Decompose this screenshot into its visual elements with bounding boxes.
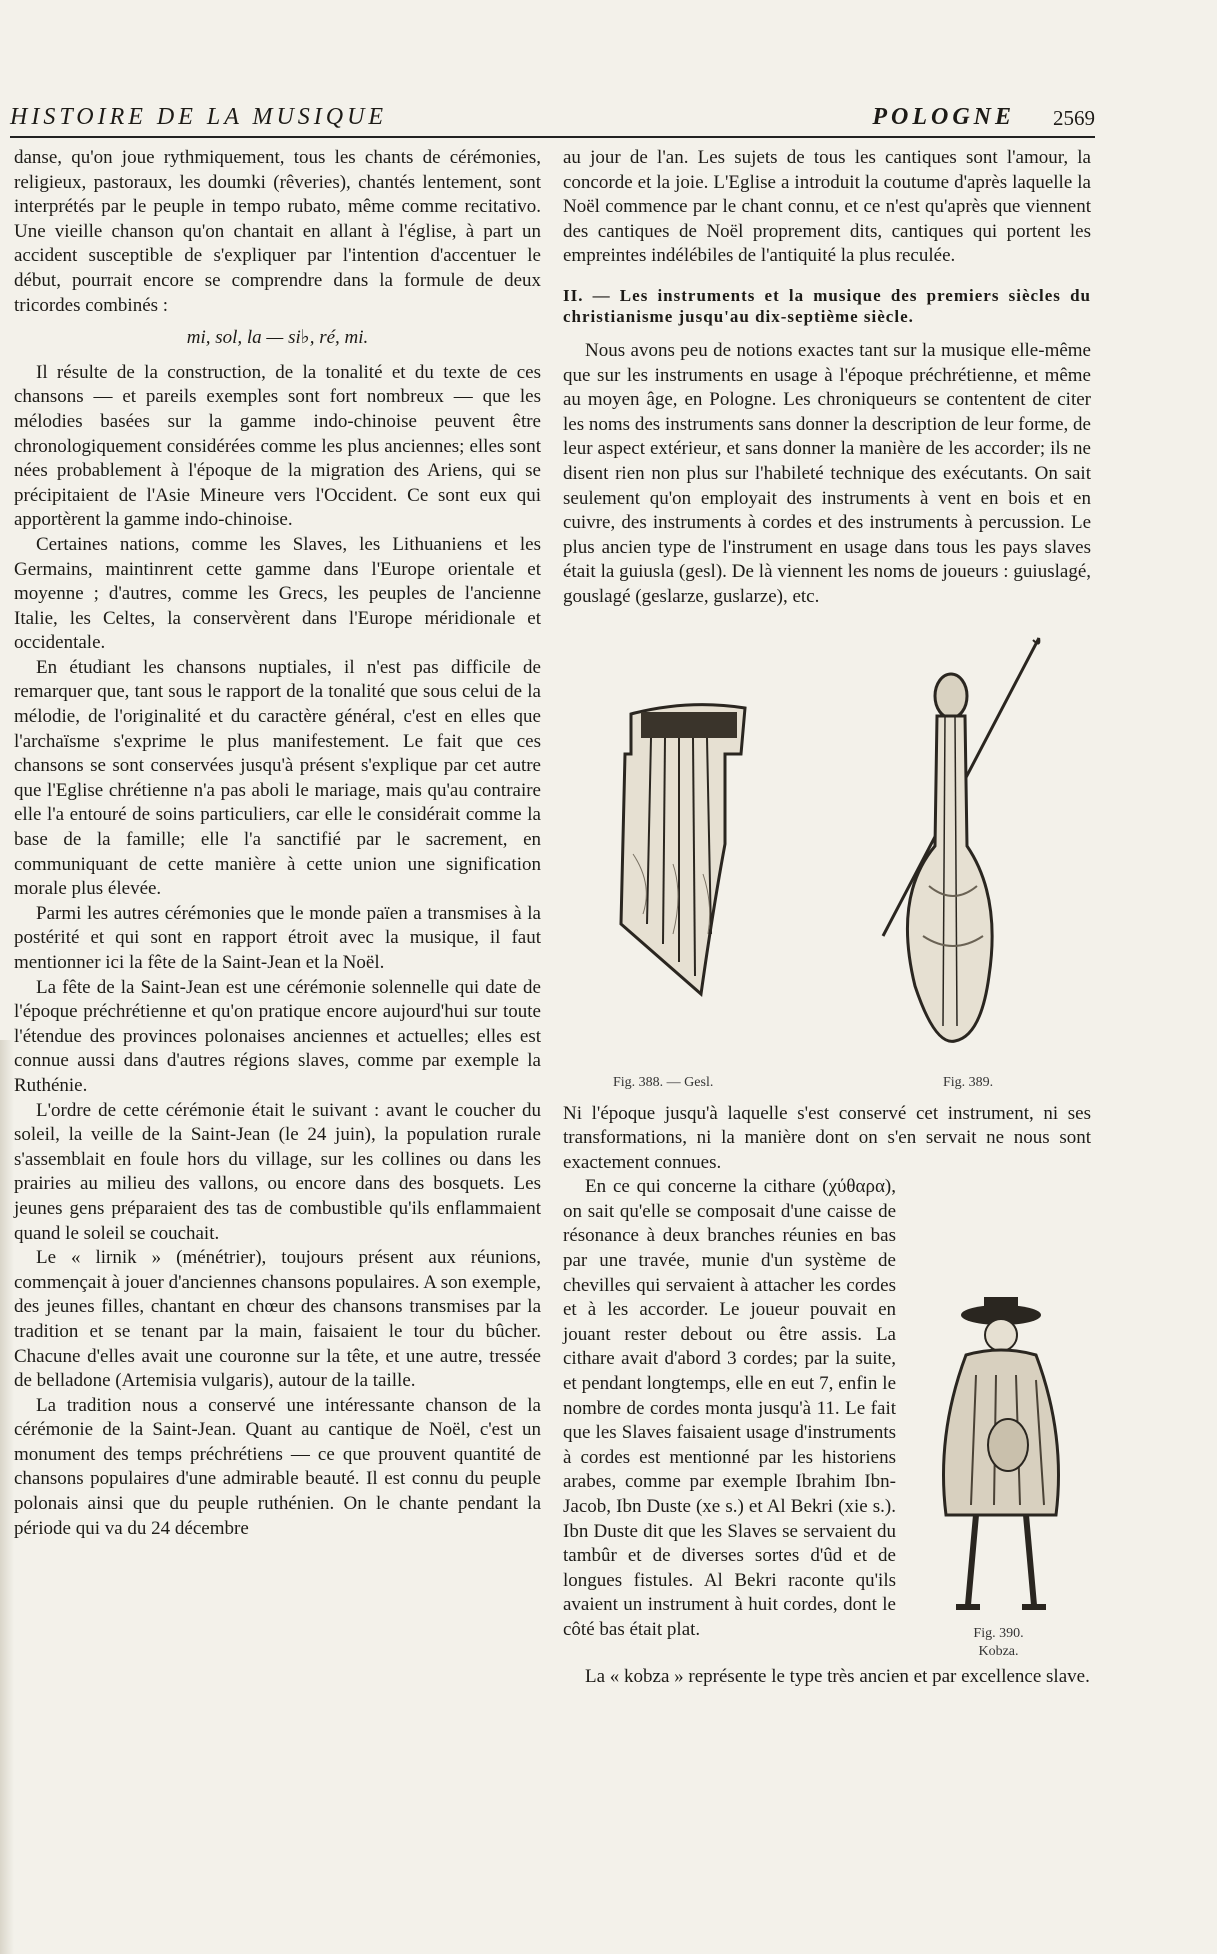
kobza-player-illustration [906, 1285, 1081, 1625]
gesl-illustration [613, 694, 763, 1004]
running-title: HISTOIRE DE LA MUSIQUE [10, 104, 388, 130]
figures-gesl [563, 616, 1091, 1096]
paragraph: Nous avons peu de notions exactes tant sur la musique elle-même que sur les instruments en usage à l'époque préchrétienne, et même au moyen âge, en Pologne. Les chroniqueurs se contentent de citer les noms des instruments sans donner la description de leur forme, de leur aspect extérieur, et sans donner la manière de les accorder; ils ne disent rien non plus sur l'habileté technique des exécutants. On sait seulement qu'on employait des instruments à vent en bois et en cuivre, des instruments à cordes et des instruments à percussion. Le plus ancien type de l'instrument en usage dans tous les pays slaves était la guiusla (gesl). De là viennent les noms de joueurs : guiuslagé, gouslagé (geslarze, guslarze), etc. [563, 339, 1091, 607]
paragraph: En étudiant les chansons nuptiales, il n'est pas difficile de remarquer que, tant sous le rapport de la tonalité que sous celui de la mélodie, de l'originalité et du caractère général, c'est en elles que l'archaïsme s'exprime le plus manifestement. Le fait que ces chansons se sont conservées jusqu'à présent s'explique par cet autre que l'Eglise chrétienne n'a pas aboli le mariage, mais qu'au contraire elle l'a entouré de soins particuliers, car elle le considérait comme la base de la famille; elle l'a sanctifié par le sacrement, en communiquant de cette manière à cette union une signification morale plus élevée. [14, 656, 541, 900]
figure-caption: Fig. 389. [943, 1074, 994, 1090]
paragraph: En ce qui concerne la cithare (χύθαρα), on sait qu'elle se composait d'une caisse de résonance à deux branches réunies en bas par une travée, munie d'un système de chevilles qui servaient à attacher les cordes et à les accorder. Le joueur pouvait en jouant rester debout ou être assis. La cithare avait d'abord 3 cordes; par la suite, et pendant longtemps, elle en eut 7, enfin le nombre de cordes monta jusqu'à 11. Le fait que les Slaves faisaient usage d'instruments à cordes est mentionné par les historiens arabes, comme par exemple Ibrahim Ibn-Jacob, Ibn Duste (xe s.) et Al Bekri (xie s.). Ibn Duste dit que les Slaves se servaient du tambûr et de diverses sortes d'ûd et de longues fistules. Al Bekri raconte qu'ils avaient un instrument à huit cordes, dont le côté bas était plat. [563, 1176, 896, 1640]
paragraph: La tradition nous a conservé une intéressante chanson de la cérémonie de la Saint-Jean. Quant au cantique de Noël, c'est un monument des temps préchrétiens — ce que prouvent quantité de chansons populaires d'une admirable beauté. Il est connu du peuple polonais ainsi que du peuple ruthénien. On le chante pendant la période qui va du 24 décembre [14, 1394, 541, 1539]
paragraph: La fête de la Saint-Jean est une cérémonie solennelle qui date de l'époque préchrétienne et qu'on pratique encore aujourd'hui sur toute l'étendue des provinces polonaises anciennes et actuelles; elles est connue aussi dans d'autres régions slaves, comme par exemple la Ruthénie. [14, 976, 541, 1096]
paragraph: L'ordre de cette cérémonie était le suivant : avant le coucher du soleil, la veille de la Saint-Jean (le 24 juin), la population rurale s'assemblait en foule hors du village, sur les collines ou dans les prairies au milieu des vallons, ou encore dans des bosquets. Les jeunes gens préparaient des tas de combustible qu'ils enflammaient quand le soleil se couchait. [14, 1099, 541, 1244]
paragraph: Ni l'époque jusqu'à laquelle s'est conservé cet instrument, ni ses transformations, ni la manière dont on s'en servait ne nous sont exactement connues. [563, 1102, 1091, 1173]
fiddle-illustration [863, 636, 1043, 1056]
figure-kobza [906, 1285, 1091, 1661]
paragraph: danse, qu'on joue rythmiquement, tous les chants de cérémonies, religieux, pastoraux, les doumki (rêveries), chantés lentement, sont interprétés par le peuple in tempo rubato, même comme recitativo. Une vieille chanson qu'on chantait en allant à l'église, à part un accident susceptible de s'expliquer par l'intention d'accentuer le début, pourrait encore se comprendre dans la formule de deux tricordes combinés : [14, 147, 541, 316]
section-running-title: POLOGNE [872, 104, 1015, 130]
paragraph: La « kobza » représente le type très ancien et par excellence slave. [585, 1666, 1090, 1688]
paragraph: au jour de l'an. Les sujets de tous les cantiques sont l'amour, la concorde et la joie. L'Eglise a introduit la coutume d'après laquelle la Noël commence par le chant connu, et ce n'est qu'après que viennent des cantiques de Noël proprement dits, cantiques qui portent les empreintes indélébiles de l'antiquité la plus reculée. [563, 147, 1091, 267]
paragraph: Il résulte de la construction, de la tonalité et du texte de ces chansons — et pareils exemples sont fort nombreux — que les mélodies basées sur la gamme indo-chinoise peuvent être chronologiquement considérées comme les plus anciennes; elles sont nées probablement à l'époque de la migration des Ariens, qui se précipitaient de l'Asie Mineure vers l'Occident. Ce sont eux qui apportèrent la gamme indo-chinoise. [14, 361, 541, 531]
figure-caption: Kobza. [978, 1644, 1019, 1660]
page-header [10, 104, 1095, 138]
page-number: 2569 [1053, 106, 1095, 130]
left-column [14, 146, 541, 1541]
section-heading: II. — Les instruments et la musique des premiers siècles du christianisme jusqu'au dix-septième siècle. [563, 285, 1091, 326]
figure-caption: Fig. 388. — Gesl. [613, 1074, 714, 1090]
figure-caption: Fig. 390. [973, 1626, 1024, 1642]
paragraph: Certaines nations, comme les Slaves, les Lithuaniens et les Germains, maintinrent cette gamme dans l'Europe orientale et moyenne ; d'autres, comme les Grecs, les peuples de l'ancienne Italie, les Celtes, la conservèrent dans l'Europe méridionale et occidentale. [14, 533, 541, 654]
page-edge-shadow [0, 1040, 14, 1954]
paragraph: Le « lirnik » (ménétrier), toujours présent aux réunions, commençait à jouer d'anciennes chansons populaires. A son exemple, des jeunes filles, chantant en chœur des chansons transmises par la tradition et se tenant par la main, faisaient le tour du bûcher. Chacune d'elles avait une couronne sur la tête, et une autre, tressée de belladone (Artemisia vulgaris), autour de la taille. [14, 1247, 541, 1392]
paragraph: Parmi les autres cérémonies que le monde païen a transmises à la postérité et qui sont en rapport étroit avec la musique, il faut mentionner ici la fête de la Saint-Jean et la Noël. [14, 902, 541, 973]
tricord-formula: mi, sol, la — si♭, ré, mi. [186, 327, 369, 349]
right-column [563, 146, 1091, 1690]
